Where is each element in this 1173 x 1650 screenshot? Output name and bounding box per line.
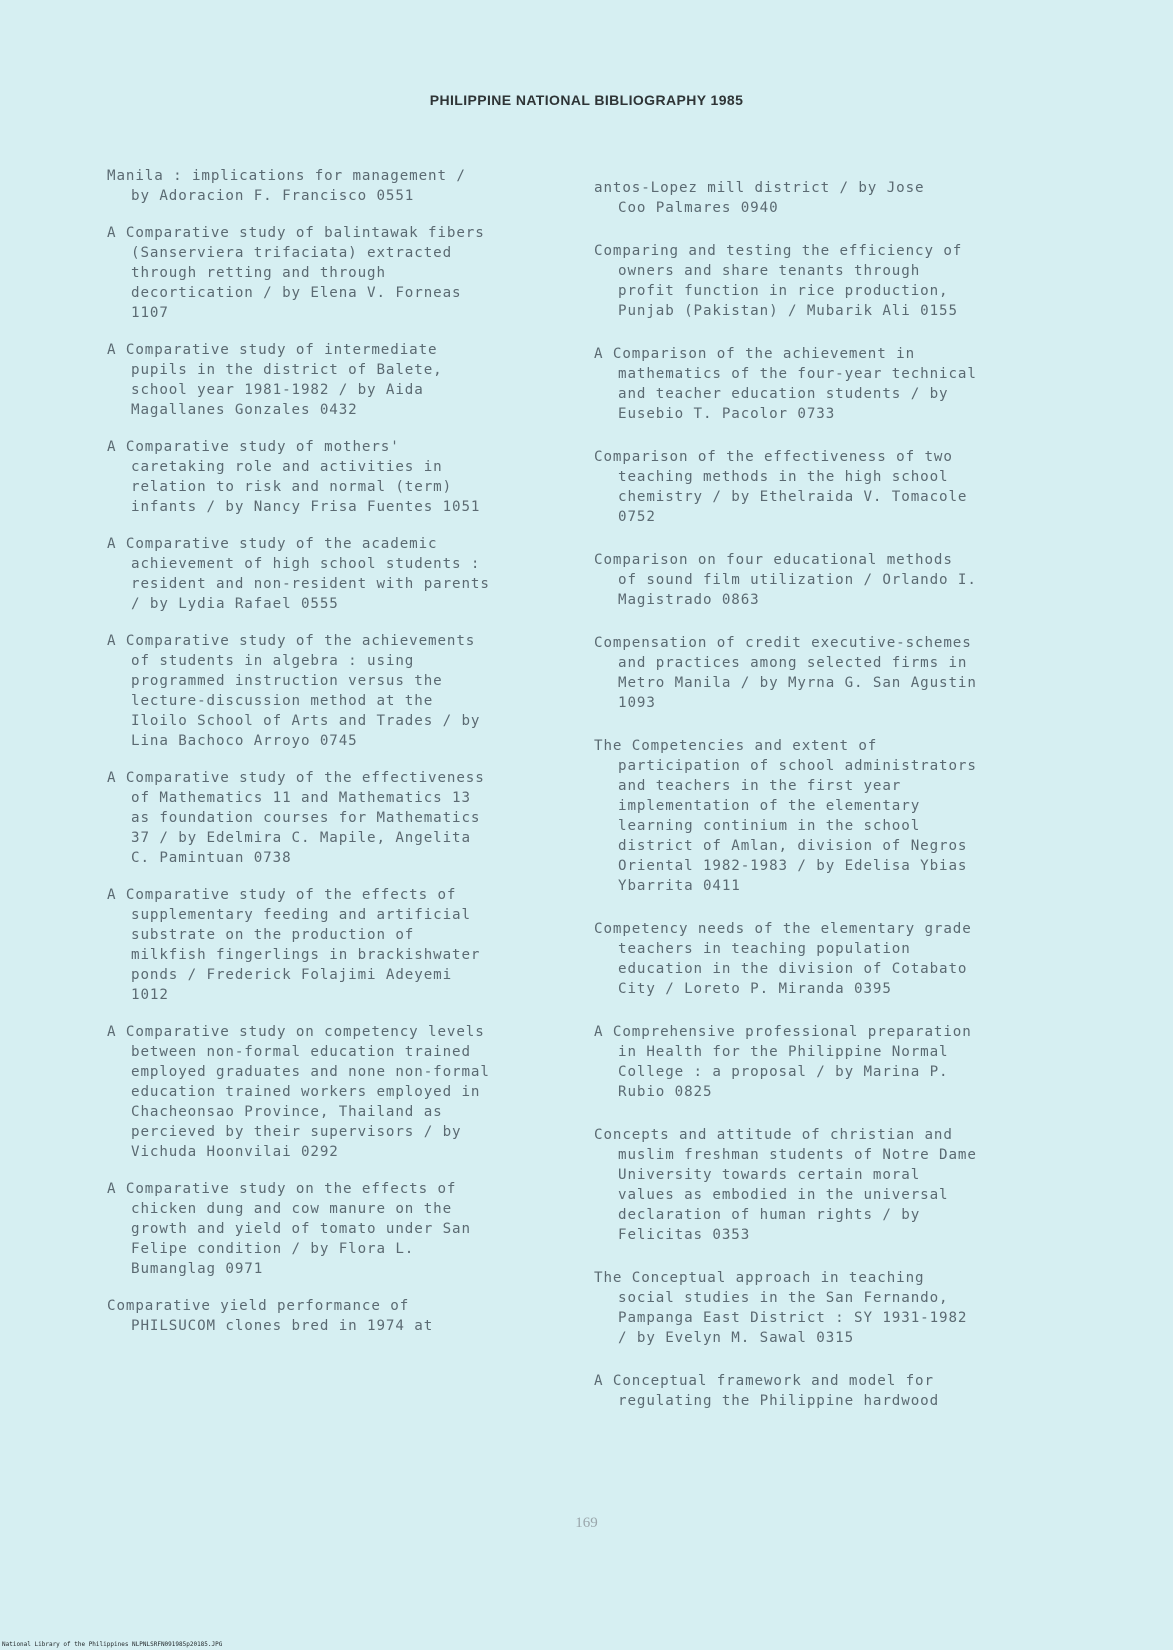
bibliography-entry: A Comparison of the achievement in mathematics of the four-year technical and teacher education students / by Eusebio T. Pacolor 0733 bbox=[594, 346, 977, 422]
bibliography-entry: A Comparative study of the academic achievement of high school students : resident and non-resident with parents / by Lydia Rafael 0555 bbox=[107, 536, 490, 612]
bibliography-entry: A Comparative study of the effectiveness of Mathematics 11 and Mathematics 13 as foundation courses for Mathematics 37 / by Edelmira C. Mapile, Angelita C. Pamintuan 0738 bbox=[107, 770, 485, 866]
bibliography-entry: A Conceptual framework and model for regulating the Philippine hardwood bbox=[594, 1373, 940, 1409]
left-column bbox=[107, 166, 577, 1353]
right-column bbox=[594, 178, 1064, 1434]
bibliography-entry: A Comparative study of the effects of supplementary feeding and artificial substrate on the production of milkfish fingerlings in brackishwater ponds / Frederick Folajimi Adeyemi 1012 bbox=[107, 887, 481, 1003]
bibliography-entry: Comparison of the effectiveness of two teaching methods in the high school chemistry / by Ethelraida V. Tomacole 0752 bbox=[594, 449, 968, 525]
bibliography-entry: A Comparative study on competency levels between non-formal education trained employed graduates and none non-formal education trained workers employed in Chacheonsao Province, Thailand as percieved by their supervisors / by Vichuda Hoonvilai 0292 bbox=[107, 1024, 490, 1160]
bibliography-entry: A Comparative study of intermediate pupils in the district of Balete, school year 1981-1982 / by Aida Magallanes Gonzales 0432 bbox=[107, 342, 443, 418]
bibliography-entry: A Comparative study of balintawak fibers (Sanserviera trifaciata) extracted through retting and through decortication / by Elena V. Forneas 1107 bbox=[107, 225, 485, 321]
bibliography-entry: antos-Lopez mill district / by Jose Coo Palmares 0940 bbox=[594, 180, 925, 216]
bibliography-entry: The Conceptual approach in teaching social studies in the San Fernando, Pampanga East District : SY 1931-1982 / by Evelyn M. Sawal 0315 bbox=[594, 1270, 968, 1346]
bibliography-entry: Comparison on four educational methods of sound film utilization / Orlando I. Magistrado 0863 bbox=[594, 552, 977, 608]
page-number: 169 bbox=[575, 1515, 598, 1531]
bibliography-entry: A Comprehensive professional preparation in Health for the Philippine Normal College : a proposal / by Marina P. Rubio 0825 bbox=[594, 1024, 972, 1100]
bibliography-entry: Comparative yield performance of PHILSUCOM clones bred in 1974 at bbox=[107, 1298, 434, 1334]
bibliography-entry: A Comparative study of mothers' caretaking role and activities in relation to risk and normal (term) infants / by Nancy Frisa Fuentes 1051 bbox=[107, 439, 481, 515]
page-header: PHILIPPINE NATIONAL BIBLIOGRAPHY 1985 bbox=[429, 92, 744, 108]
footer-credit: National Library of the Philippines NLPNLSRFN091985p20185.JPG bbox=[2, 1641, 223, 1648]
bibliography-entry: Comparing and testing the efficiency of owners and share tenants through profit function in rice production, Punjab (Pakistan) / Mubarik Ali 0155 bbox=[594, 243, 963, 319]
bibliography-entry: Competency needs of the elementary grade teachers in teaching population education in the division of Cotabato City / Loreto P. Miranda 0395 bbox=[594, 921, 972, 997]
bibliography-entry: Compensation of credit executive-schemes and practices among selected firms in Metro Manila / by Myrna G. San Agustin 1093 bbox=[594, 635, 977, 711]
bibliography-entry: The Competencies and extent of participation of school administrators and teachers in the first year implementation of the elementary learning continium in the school district of Amlan, division of Negros Oriental 1982-1983 / by Edelisa Ybias Ybarrita 0411 bbox=[594, 738, 977, 894]
bibliography-entry: A Comparative study on the effects of chicken dung and cow manure on the growth and yield of tomato under San Felipe condition / by Flora L. Bumanglag 0971 bbox=[107, 1181, 471, 1277]
bibliography-entry: Manila : implications for management / by Adoracion F. Francisco 0551 bbox=[107, 168, 466, 204]
bibliography-entry: A Comparative study of the achievements of students in algebra : using programmed instruction versus the lecture-discussion method at the Iloilo School of Arts and Trades / by Lina Bachoco Arroyo 0745 bbox=[107, 633, 481, 749]
bibliography-entry: Concepts and attitude of christian and muslim freshman students of Notre Dame University towards certain moral values as embodied in the universal declaration of human rights / by Felicitas 0353 bbox=[594, 1127, 977, 1243]
